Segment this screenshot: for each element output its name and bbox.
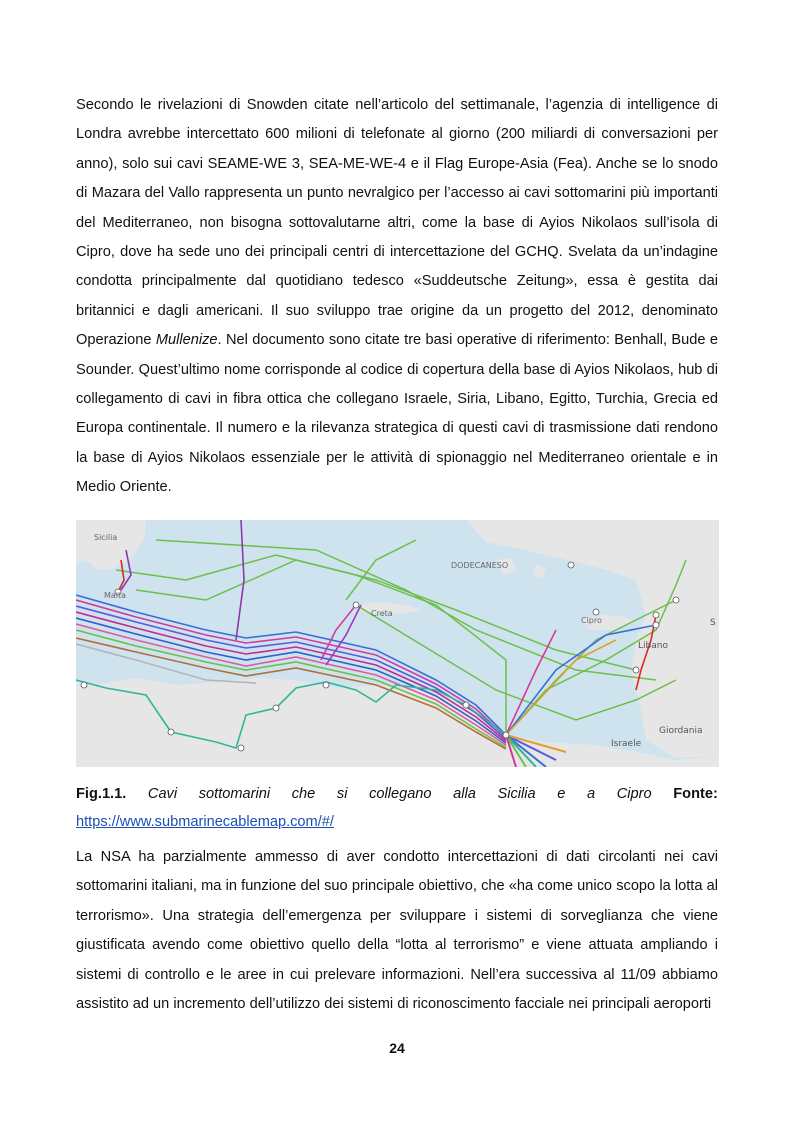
caption-word: alla (453, 786, 476, 802)
page-number: 24 (389, 1040, 405, 1056)
landing-point (568, 562, 574, 568)
body-paragraph-1 (76, 91, 718, 503)
map-label-sicilia: Sicilia (94, 533, 118, 542)
landing-point (238, 745, 244, 751)
map-label-dodecaneso: DODECANESO (451, 561, 509, 570)
paragraph-1-text-a: Secondo le rivelazioni di Snowden citate nell’articolo del settimanale, l’agenzia di intelligence di Londra avrebbe intercettato 600 milioni di telefonate al giorno (200 miliardi di conversazioni per anno), solo sui cavi SEAME-WE 3, SEA-ME-WE-4 e il Flag Europe-Asia (Fea). Anche se lo snodo di Mazara del Vallo rappresenta un punto nevralgico per l’accesso ai cavi sottomarini più importanti del Mediterraneo, non bisogna sottovalutarne altri, come la base di Ayios Nikolaos sull’isola di Cipro, dove ha sede uno dei principali centri di intercettazione del GCHQ. Svelata da un’indagine condotta principalmente dal quotidiano tedesco «Suddeutsche Zeitung», essa è gestita dai britannici e dagli americani. Il suo sviluppo trae origine da un progetto del 2012, denominato Operazione (76, 97, 718, 349)
landing-point (503, 732, 509, 738)
caption-source-label: Fonte: (673, 786, 718, 802)
source-link[interactable]: https://www.submarinecablemap.com/#/ (76, 814, 334, 830)
map-label-malta: Malta (104, 591, 127, 600)
map-label-israele: Israele (611, 739, 642, 749)
map-label-creta: Creta (371, 609, 393, 618)
landing-point (463, 702, 469, 708)
caption-line (76, 780, 718, 808)
caption-word: collegano (369, 786, 432, 802)
caption-word: a (587, 786, 596, 802)
landing-point (353, 602, 359, 608)
caption-word: sottomarini (198, 786, 271, 802)
landing-point (168, 729, 174, 735)
caption-word: si (336, 786, 348, 802)
caption-word: e (557, 786, 566, 802)
map-label-s: S (710, 618, 716, 628)
landing-point (273, 705, 279, 711)
landing-point (81, 682, 87, 688)
body-paragraph-2: La NSA ha parzialmente ammesso di aver condotto intercettazioni di dati circolanti nei cavi sottomarini italiani, ma in funzione del suo principale obiettivo, che «ha come unico scopo la lotta al terrorismo». Una strategia dell’emergenza per sviluppare i sistemi di sorveglianza che viene giustificata avendo come obiettivo quello della “lotta al terrorismo” e viene attuata ampliando i sistemi di controllo e le aree in cui prelevare informazioni. Nell’era successiva al 11/09 abbiamo assistito ad un incremento dell’utilizzo dei sistemi di riconoscimento facciale nei principali aeroporti (76, 849, 718, 1013)
landing-point (653, 612, 659, 618)
landing-point (323, 682, 329, 688)
landing-point (673, 597, 679, 603)
map-label-cipro: Cipro (581, 616, 602, 625)
landing-point (593, 609, 599, 615)
caption-word: Cavi (147, 786, 178, 802)
landing-point (633, 667, 639, 673)
cable-purple-1 (236, 520, 244, 640)
caption-word: Cipro (616, 786, 652, 802)
landing-point (653, 622, 659, 628)
caption-word: che (291, 786, 316, 802)
caption-label: Fig.1.1. (76, 786, 127, 802)
figure-caption (76, 780, 718, 836)
operation-name: Mullenize (155, 332, 218, 349)
caption-word: Sicilia (497, 786, 536, 802)
map-label-libano: Libano (638, 641, 668, 651)
north-africa-landmass (76, 678, 516, 767)
submarine-cable-map (76, 520, 719, 767)
paragraph-1-text-b: . Nel documento sono citate tre basi operative di riferimento: Benhall, Bude e Sounder. Quest’ultimo nome corrisponde al codice di copertura della base di Ayios Nikolaos, hub di collegamento di cavi in fibra ottica che collegano Israele, Siria, Libano, Egitto, Turchia, Grecia ed Europa continentale. Il numero e la rilevanza strategica di questi cavi di trasmissione dati rendono la base di Ayios Nikolaos essenziale per le attività di spionaggio nel Mediterraneo orientale e in Medio Oriente. (76, 332, 718, 496)
sicily-landmass (76, 520, 146, 570)
cable-orange (506, 640, 616, 735)
map-label-giordania: Giordania (659, 726, 703, 736)
